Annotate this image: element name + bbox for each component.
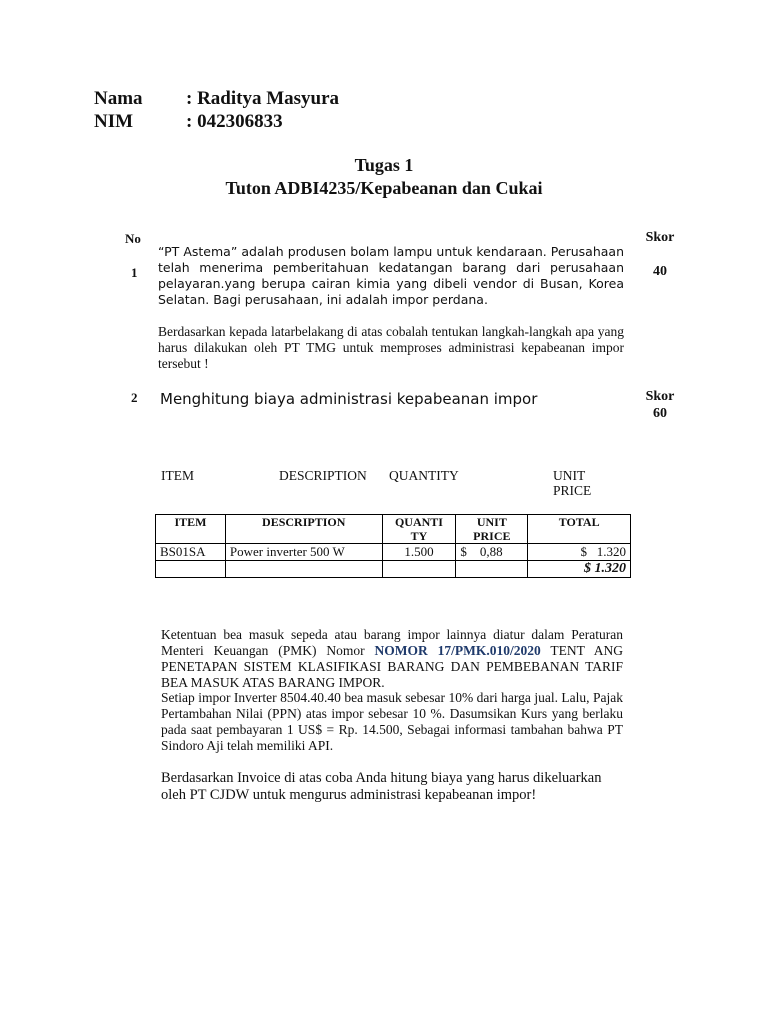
th-quantity: QUANTI TY [382, 515, 456, 544]
question-number-2: 2 [131, 390, 138, 405]
th-item: ITEM [156, 515, 226, 544]
cell-empty [156, 561, 226, 578]
cell-quantity: 1.500 [382, 544, 456, 561]
cell-description: Power inverter 500 W [225, 544, 382, 561]
cell-total: $ 1.320 [528, 544, 631, 561]
skor-value-2: 60 [653, 406, 667, 421]
question-1-case-paragraph: “PT Astema” adalah produsen bolam lampu untuk kendaraan. Perusahaan telah menerima pemberitahuan kedatangan barang dari perusahaan pelayaran.yang berupa cairan kimia yang dibeli vendor di Busan, Korea Selatan. Bagi perusahaan, ini adalah impor perdana. [158, 244, 624, 307]
question-2-title: Menghitung biaya administrasi kepabeanan impor [160, 390, 538, 408]
nim-value: : 042306833 [186, 111, 283, 132]
invoice-table [155, 514, 631, 578]
table-total-row [156, 561, 631, 578]
cell-unit-price: $ 0,88 [456, 544, 528, 561]
no-column-label: No [125, 231, 141, 246]
grand-total: $ 1.320 [528, 561, 631, 578]
heading-description: DESCRIPTION [279, 468, 367, 483]
nama-label: Nama [94, 88, 143, 109]
th-description: DESCRIPTION [225, 515, 382, 544]
skor-value-1: 40 [653, 264, 667, 279]
cell-empty [225, 561, 382, 578]
question-2-tariff-paragraph: Setiap impor Inverter 8504.40.40 bea masuk sebesar 10% dari harga jual. Lalu, Pajak Pertambahan Nilai (PPN) atas impor sebesar 10 %. Dasumsikan Kurs yang berlaku pada saat pembayaran 1 US$ = Rp. 14.500, Sebagai informasi tambahan bahwa PT Sindoro Aji telah memiliki API. [161, 690, 623, 753]
assignment-title: Tugas 1 [354, 155, 414, 175]
table-header-row [156, 515, 631, 544]
nama-value: : Raditya Masyura [186, 88, 340, 109]
course-title: Tuton ADBI4235/Kepabeanan dan Cukai [225, 178, 543, 198]
question-2-instruction: Berdasarkan Invoice di atas coba Anda hitung biaya yang harus dikeluarkan oleh PT CJDW untuk mengurus administrasi kepabeanan impor! [161, 770, 602, 803]
th-unit-price: UNIT PRICE [456, 515, 528, 544]
heading-unit-price: UNIT PRICE [553, 468, 592, 498]
heading-item: ITEM [161, 468, 194, 483]
skor-label-1: Skor [645, 230, 675, 245]
heading-quantity: QUANTITY [389, 468, 459, 483]
cell-empty [382, 561, 456, 578]
th-total: TOTAL [528, 515, 631, 544]
cell-item: BS01SA [156, 544, 226, 561]
nim-label: NIM [94, 111, 134, 132]
question-2-regulation-paragraph: Ketentuan bea masuk sepeda atau barang impor lainnya diatur dalam Peraturan Menteri Keuangan (PMK) Nomor NOMOR 17/PMK.010/2020 TENT ANG PENETAPAN SISTEM KLASIFIKASI BARANG DAN PEMBEBANAN TARIF BEA MASUK ATAS BARANG IMPOR. [161, 627, 623, 690]
question-1-instruction: Berdasarkan kepada latarbelakang di atas cobalah tentukan langkah-langkah apa yang harus dilakukan oleh PT TMG untuk memproses administrasi kepabeanan impor tersebut ! [158, 324, 624, 371]
question-number-1: 1 [131, 265, 138, 280]
table-row [156, 544, 631, 561]
cell-empty [456, 561, 528, 578]
skor-label-2: Skor [645, 389, 675, 404]
regulation-reference: NOMOR 17/PMK.010/2020 [374, 643, 541, 658]
